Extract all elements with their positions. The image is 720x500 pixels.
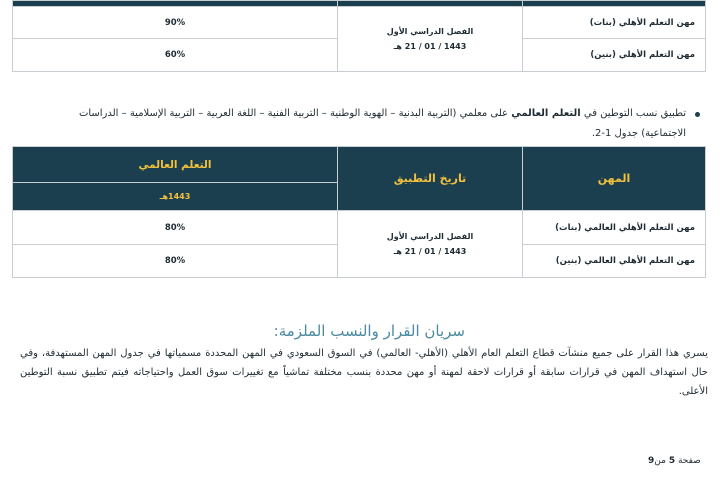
table1-row1-percent: 90%	[13, 7, 338, 39]
table1-date-term: الفصل الدراسي الأول	[386, 26, 474, 36]
table1-application-date	[338, 7, 523, 72]
bullet-paragraph	[40, 104, 700, 144]
page-current: 5	[668, 456, 676, 466]
table1-row1-job: مهن التعلم الأهلي (بنات)	[523, 7, 706, 39]
bullet-text-bold: التعلم العالمي	[511, 108, 581, 119]
section-title: سريان القرار والنسب الملزمة:	[273, 322, 465, 340]
page-label: صفحة	[677, 456, 701, 466]
table2-header-jobs: المهن	[523, 147, 706, 211]
saudization-table-global	[12, 146, 706, 278]
section-body: يسري هذا القرار على جميع منشآت قطاع التعلم العام الأهلي (الأهلي- العالمي) في السوق السعودي في المهن المحددة مسمياتها في جدول المهن المستهدفة، وفي حال استهداف المهن في قرارات سابقة أو قرارات لاحقة لمهنة أو مهن محددة بنسب مختلفة تماشياً مع تغييرات سوق العمل واحتياجاته فيتم تطبيق نسبة التوطين الأعلى.	[20, 348, 708, 397]
table2-header-date: تاريخ التطبيق	[338, 147, 523, 211]
table2-row2-job: مهن التعلم الأهلي العالمي (بنين)	[523, 245, 706, 278]
table1-date-hijri: 1443 / 01 / 21 هـ	[393, 42, 467, 51]
page-number	[648, 456, 701, 466]
table1-row2-percent: 60%	[13, 39, 338, 72]
table2-row1-job: مهن التعلم الأهلي العالمي (بنات)	[523, 211, 706, 245]
table1-row2-job: مهن التعلم الأهلي (بنين)	[523, 39, 706, 72]
bullet-text-end: على معلمي (التربية البدنية – الهوية الوطنية – التربية الفنية – اللغة العربية – التربية الإسلامية – الدراسات الاجتماعية) جدول 1-2.	[78, 108, 686, 139]
page-total: 9	[648, 456, 655, 466]
table2-date-hijri: 1443 / 01 / 21 هـ	[393, 247, 467, 256]
bullet-text-start: تطبيق نسب التوطين في	[580, 108, 686, 119]
saudization-table-general	[12, 0, 706, 72]
bullet-dot-icon	[695, 112, 700, 117]
table2-date-term: الفصل الدراسي الأول	[386, 231, 474, 241]
table2-application-date	[338, 211, 523, 278]
table2-row1-percent: 80%	[13, 211, 338, 245]
page-of: من	[654, 456, 666, 466]
table2-header-year: 1443هـ	[13, 183, 338, 211]
table2-row2-percent: 80%	[13, 245, 338, 278]
table2-header-global: التعلم العالمي	[13, 147, 338, 183]
